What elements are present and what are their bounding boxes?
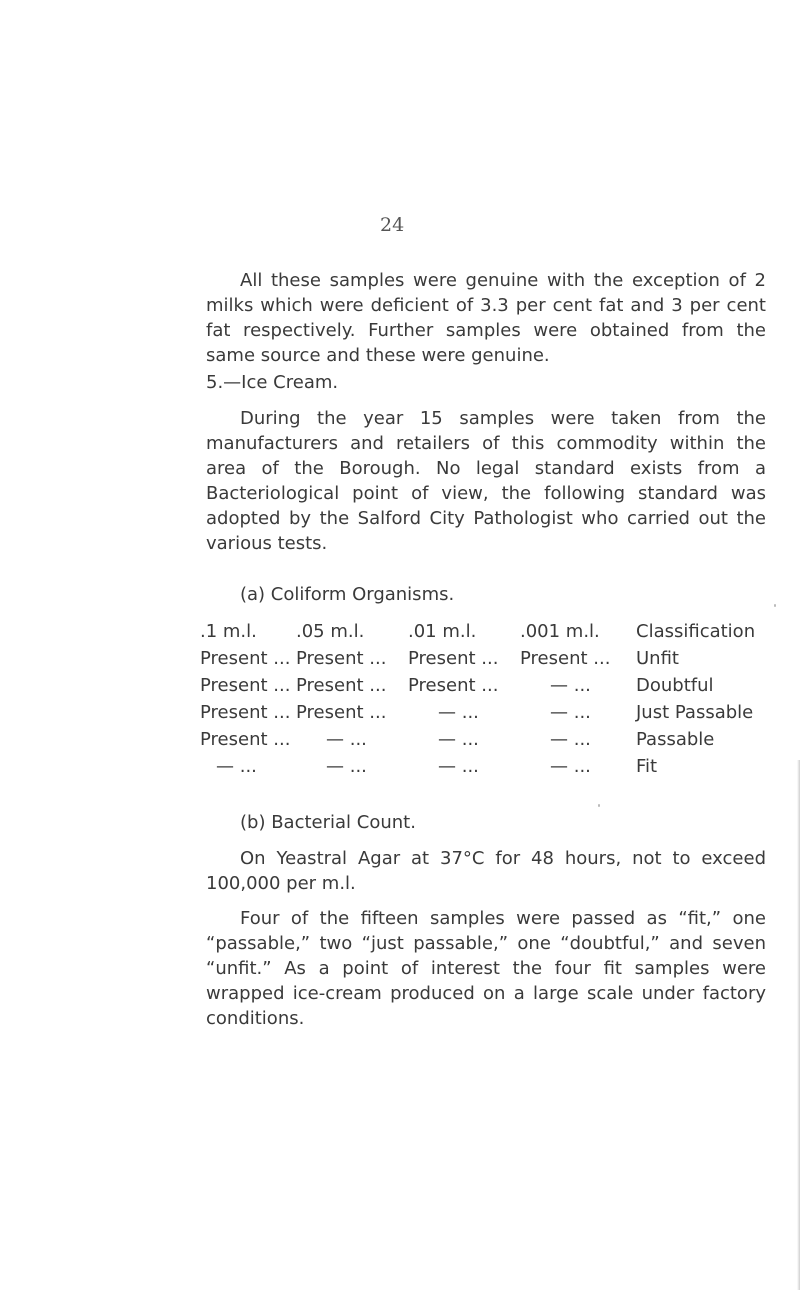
table-cell: Passable <box>636 729 715 750</box>
table-cell: — ... <box>550 729 591 750</box>
table-cell: — ... <box>326 729 367 750</box>
table-cell: Just Passable <box>636 702 754 723</box>
table-row <box>200 645 755 672</box>
intro-paragraph: All these samples were genuine with the exception of 2 milks which were deficient of 3.3 per cent fat and 3 per cent fat respectively. Further samples were obtained from the same source and these were genuine. <box>206 270 766 366</box>
table-cell: Present ... <box>520 648 611 669</box>
table-header-row <box>200 618 755 645</box>
table-cell: Present ... <box>408 675 499 696</box>
table-cell: Fit <box>636 756 658 777</box>
column-header: .001 m.l. <box>520 621 600 642</box>
table-cell: — ... <box>216 756 257 777</box>
table-cell: Present ... <box>200 729 291 750</box>
table-row <box>200 753 755 780</box>
bacterial-count-heading: (b) Bacterial Count. <box>240 812 416 833</box>
classification-table <box>200 618 755 780</box>
table-cell: — ... <box>550 702 591 723</box>
paper-speck <box>774 604 776 607</box>
paper-speck <box>598 804 600 807</box>
column-header: Classification <box>636 621 756 642</box>
table-cell: Present ... <box>296 675 387 696</box>
column-header: .05 m.l. <box>296 621 365 642</box>
column-header: .1 m.l. <box>200 621 257 642</box>
table-cell: — ... <box>550 675 591 696</box>
table-cell: — ... <box>550 756 591 777</box>
table-cell: Present ... <box>408 648 499 669</box>
table-cell: Present ... <box>296 702 387 723</box>
yeastral-paragraph: On Yeastral Agar at 37°C for 48 hours, not to exceed 100,000 per m.l. <box>206 848 766 894</box>
table-row <box>200 726 755 753</box>
table-cell: Present ... <box>200 702 291 723</box>
column-header: .01 m.l. <box>408 621 477 642</box>
table-cell: — ... <box>438 756 479 777</box>
section-heading: 5.—Ice Cream. <box>206 372 339 393</box>
table-cell: Unfit <box>636 648 679 669</box>
coliform-heading: (a) Coliform Organisms. <box>240 584 455 605</box>
table-cell: — ... <box>326 756 367 777</box>
during-paragraph: During the year 15 samples were taken from the manufacturers and retailers of this commodity within the area of the Borough. No legal standard exists from a Bacteriological point of view, the following standard was adopted by the Salford City Pathologist who carried out the various tests. <box>206 408 766 554</box>
table-row <box>200 699 755 726</box>
results-paragraph: Four of the fifteen samples were passed as “fit,” one “passable,” two “just passable,” one “doubtful,” and seven “unfit.” As a point of interest the four fit samples were wrapped ice-cream produced on a large scale under factory conditions. <box>206 908 766 1029</box>
table-cell: Present ... <box>200 648 291 669</box>
table-cell: — ... <box>438 729 479 750</box>
table-cell: Present ... <box>296 648 387 669</box>
table-cell: Doubtful <box>636 675 714 696</box>
table-cell: — ... <box>438 702 479 723</box>
page-number: 24 <box>380 214 405 236</box>
table-cell: Present ... <box>200 675 291 696</box>
table-row <box>200 672 755 699</box>
